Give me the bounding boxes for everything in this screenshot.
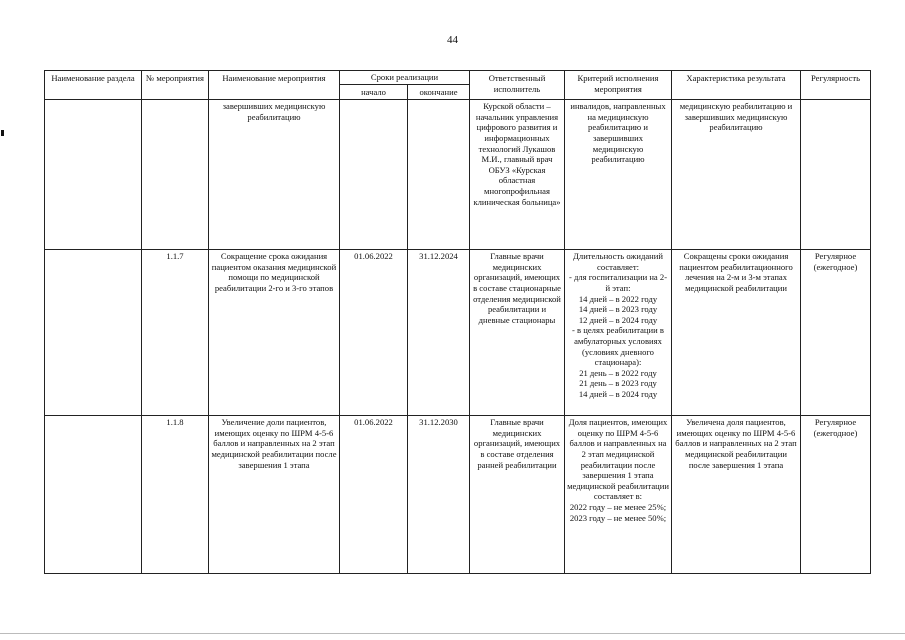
cell-start: 01.06.2022 bbox=[340, 416, 408, 574]
table-row bbox=[45, 250, 871, 416]
cell-responsible: Главные врачи медицинских организаций, имеющих в составе стационарные отделения медицинской реабилитации и дневные стационары bbox=[470, 250, 565, 416]
cell-section bbox=[45, 100, 142, 250]
cell-name: Сокращение срока ожидания пациентом оказания медицинской помощи по медицинской реабилитации 2-го и 3-го этапов bbox=[209, 250, 340, 416]
cell-end: 31.12.2030 bbox=[408, 416, 470, 574]
table-row bbox=[45, 416, 871, 574]
header-section-name: Наименование раздела bbox=[45, 71, 142, 100]
cell-no: 1.1.8 bbox=[142, 416, 209, 574]
header-start: начало bbox=[340, 84, 408, 100]
cell-result: Сокращены сроки ожидания пациентом реабилитационного лечения на 2-м и 3-м этапах медицинской реабилитации bbox=[672, 250, 801, 416]
cell-no: 1.1.7 bbox=[142, 250, 209, 416]
cell-result: Увеличена доля пациентов, имеющих оценку по ШРМ 4-5-6 баллов и направленных на 2 этап медицинской реабилитации после завершения 1 этапа bbox=[672, 416, 801, 574]
header-result: Характеристика результата bbox=[672, 71, 801, 100]
cell-regularity bbox=[801, 100, 871, 250]
cell-regularity: Регулярное (ежегодное) bbox=[801, 416, 871, 574]
header-event-name: Наименование мероприятия bbox=[209, 71, 340, 100]
scan-mark bbox=[1, 130, 4, 136]
cell-no bbox=[142, 100, 209, 250]
cell-criterion: инвалидов, направленных на медицинскую реабилитацию и завершивших медицинскую реабилитацию bbox=[565, 100, 672, 250]
header-event-no: № мероприятия bbox=[142, 71, 209, 100]
cell-start: 01.06.2022 bbox=[340, 250, 408, 416]
table-row bbox=[45, 100, 871, 250]
cell-responsible: Главные врачи медицинских организаций, имеющих в составе отделения ранней реабилитации bbox=[470, 416, 565, 574]
cell-responsible: Курской области – начальник управления цифрового развития и информационных технологий Лукашов М.И., главный врач ОБУЗ «Курская областная многопрофильная клиническая больница» bbox=[470, 100, 565, 250]
cell-name: завершивших медицинскую реабилитацию bbox=[209, 100, 340, 250]
cell-criterion: Длительность ожиданий составляет: - для госпитализации на 2-й этап: 14 дней – в 2022 году 14 дней – в 2023 году 12 дней – в 2024 году - в целях реабилитации в амбулаторных условиях (условиях дневного стационара): 21 день – в 2022 году 21 день – в 2023 году 14 дней – в 2024 году bbox=[565, 250, 672, 416]
cell-name: Увеличение доли пациентов, имеющих оценку по ШРМ 4-5-6 баллов и направленных на 2 этап медицинской реабилитации после завершения 1 этапа bbox=[209, 416, 340, 574]
cell-end: 31.12.2024 bbox=[408, 250, 470, 416]
events-table bbox=[44, 70, 871, 574]
cell-regularity: Регулярное (ежегодное) bbox=[801, 250, 871, 416]
cell-result: медицинскую реабилитацию и завершивших медицинскую реабилитацию bbox=[672, 100, 801, 250]
header-end: окончание bbox=[408, 84, 470, 100]
header-responsible: Ответственный исполнитель bbox=[470, 71, 565, 100]
cell-section bbox=[45, 416, 142, 574]
header-terms: Сроки реализации bbox=[340, 71, 470, 85]
cell-end bbox=[408, 100, 470, 250]
header-criterion: Критерий исполнения мероприятия bbox=[565, 71, 672, 100]
cell-criterion: Доля пациентов, имеющих оценку по ШРМ 4-5-6 баллов и направленных на 2 этап медицинской реабилитации после завершения 1 этапа медицинской реабилитации составляет в: 2022 году – не менее 25%; 2023 году – не менее 50%; bbox=[565, 416, 672, 574]
table-header-row bbox=[45, 71, 871, 85]
header-regularity: Регулярность bbox=[801, 71, 871, 100]
page-number: 44 bbox=[447, 34, 458, 46]
cell-section bbox=[45, 250, 142, 416]
page-edge-line bbox=[0, 633, 905, 634]
cell-start bbox=[340, 100, 408, 250]
